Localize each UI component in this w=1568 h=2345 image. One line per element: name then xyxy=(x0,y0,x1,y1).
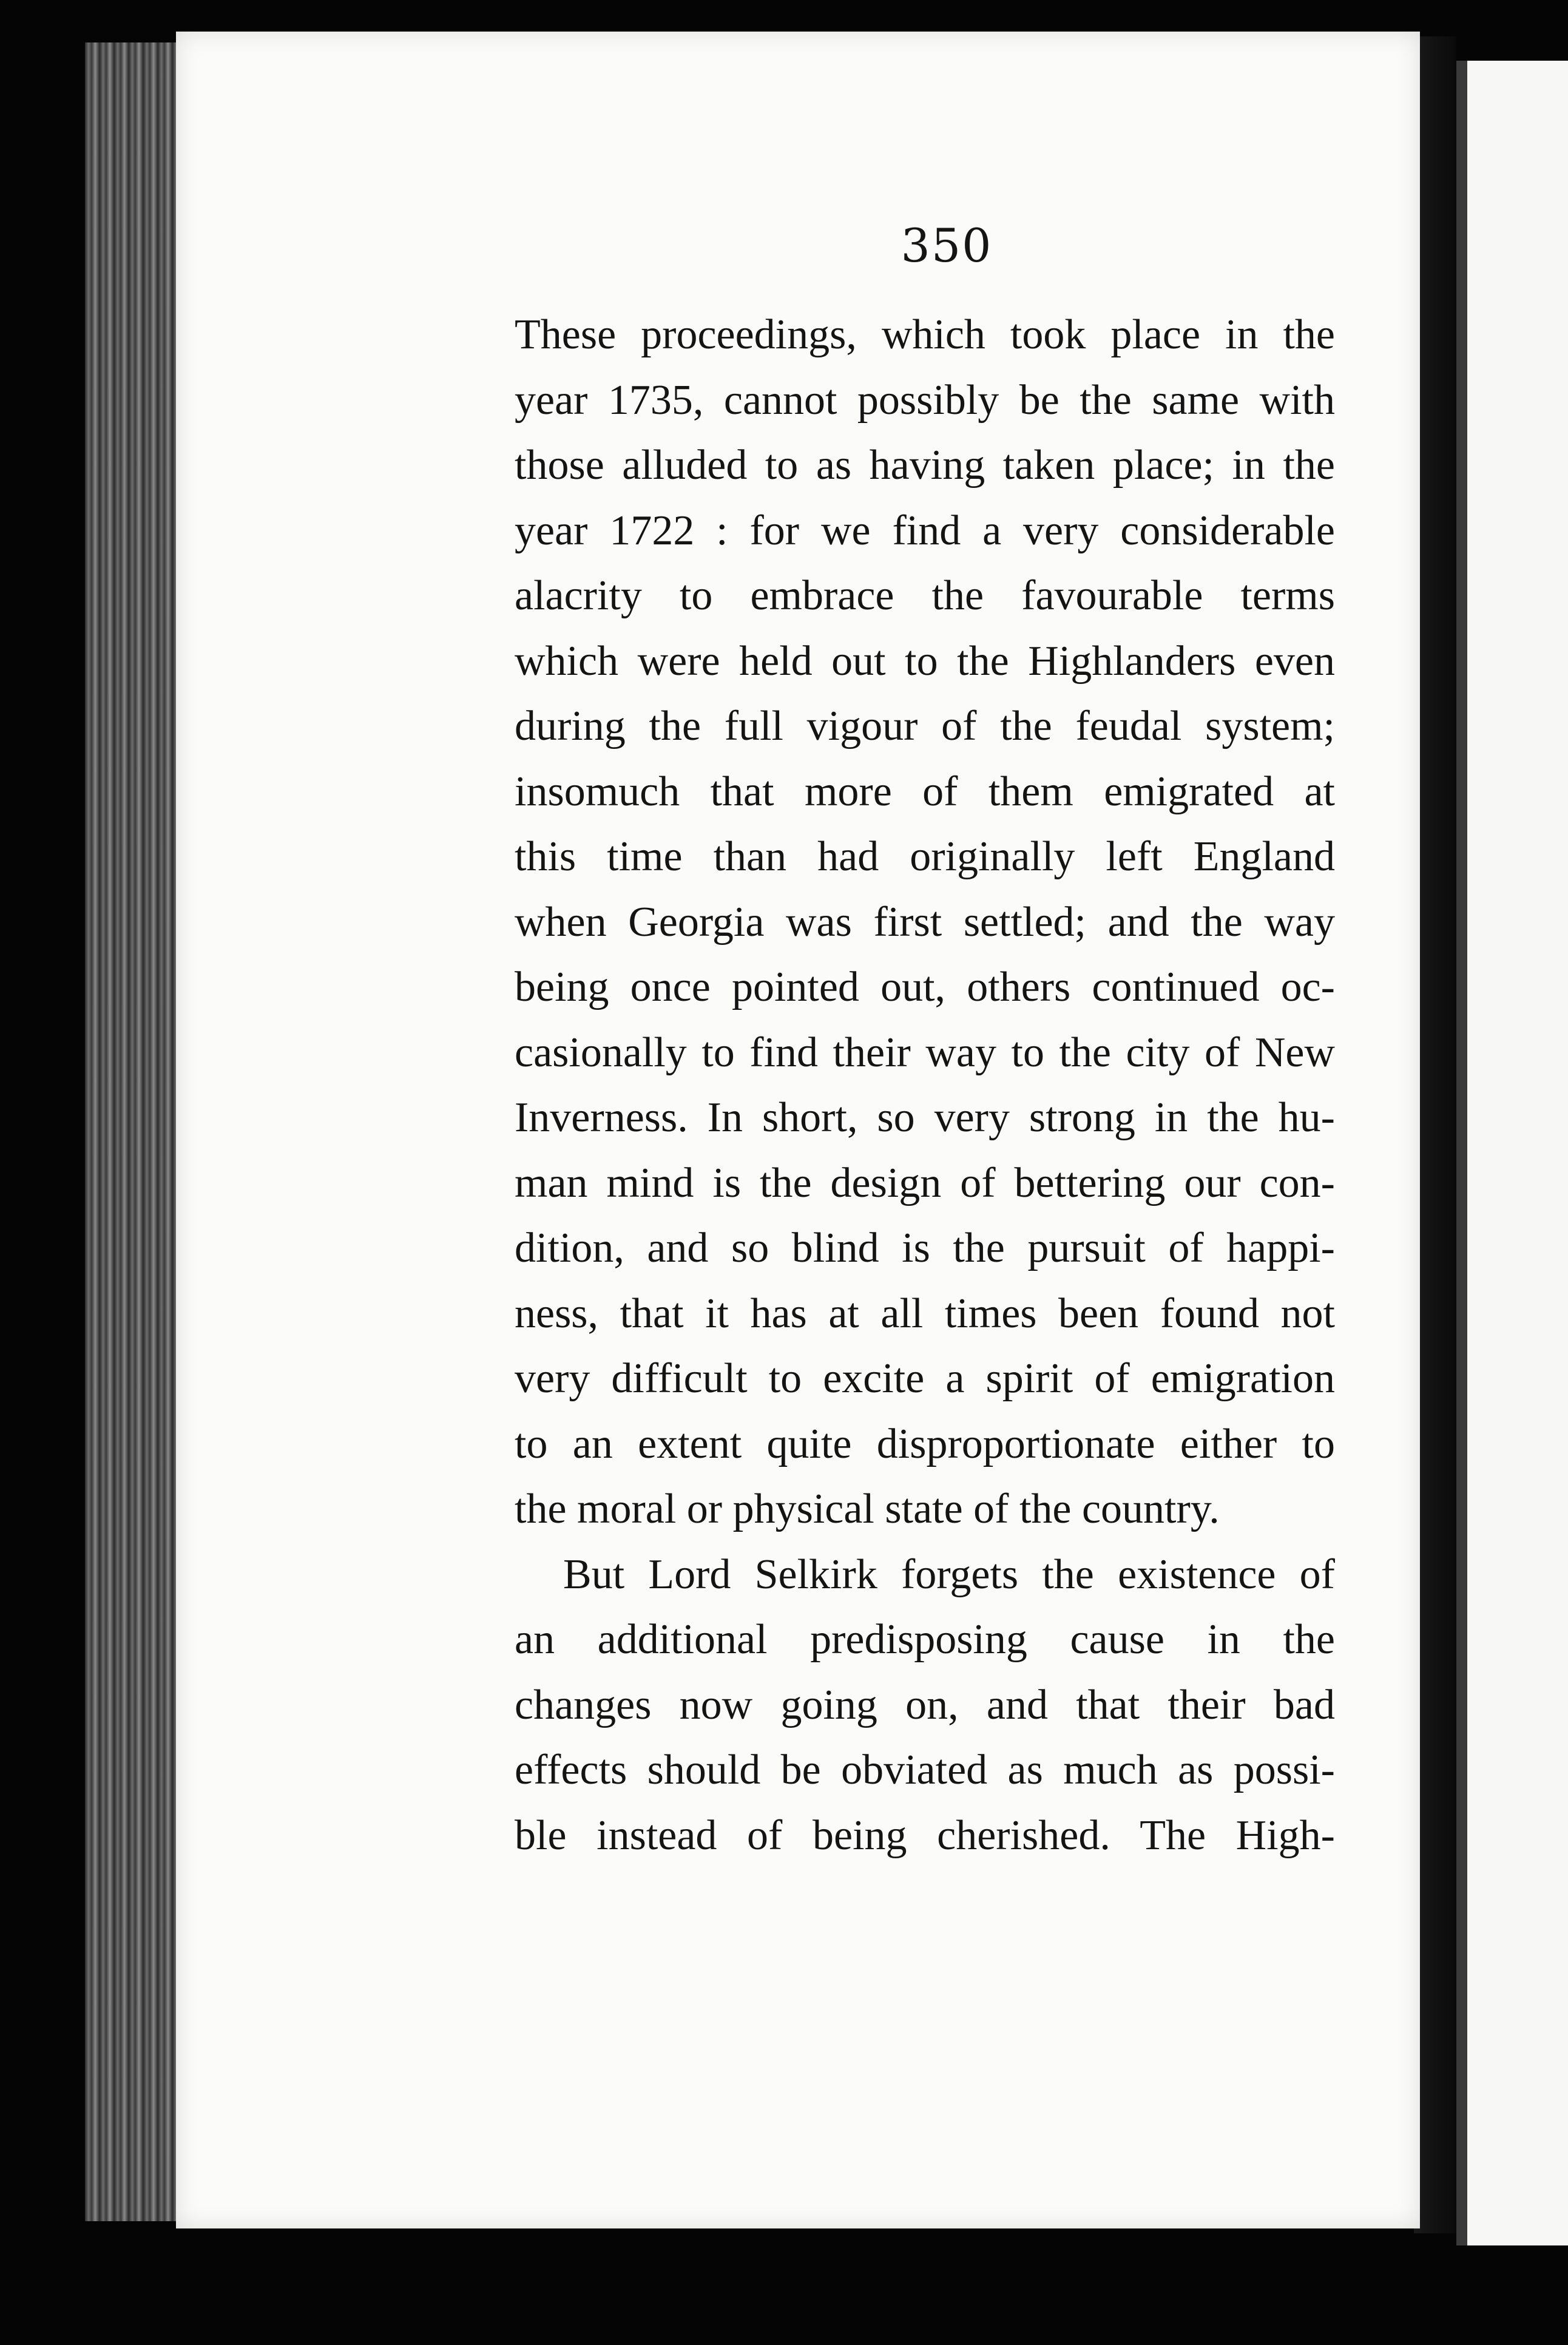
text-line: insomuch that more of them emigrated at xyxy=(515,768,1335,815)
text-line: year 1735, cannot possibly be the same with xyxy=(515,376,1335,424)
text-line: which were held out to the Highlanders even xyxy=(515,637,1335,685)
text-line: alacrity to embrace the favourable terms xyxy=(515,572,1335,619)
text-line: Inverness. In short, so very strong in the hu- xyxy=(515,1094,1335,1141)
text-line: an additional predisposing cause in the xyxy=(515,1616,1335,1663)
text-line: the moral or physical state of the country. xyxy=(515,1486,1220,1532)
text-line: being once pointed out, others continued oc- xyxy=(515,964,1335,1010)
book-page-edges xyxy=(85,42,182,2221)
text-line: to an extent quite disproportionate either to xyxy=(515,1420,1335,1467)
text-line: during the full vigour of the feudal system; xyxy=(515,703,1335,750)
text-line: changes now going on, and that their bad xyxy=(515,1681,1335,1728)
text-line: man mind is the design of bettering our con- xyxy=(515,1159,1335,1206)
text-line: ness, that it has at all times been found not xyxy=(515,1290,1335,1337)
text-line: casionally to find their way to the city of New xyxy=(515,1029,1335,1076)
text-line: this time than had originally left England xyxy=(515,833,1335,880)
paragraph-1 xyxy=(515,302,1335,1542)
text-line: year 1722 : for we find a very considerable xyxy=(515,507,1335,554)
text-line: those alluded to as having taken place; in the xyxy=(515,442,1335,489)
adjacent-page-edge xyxy=(1456,61,1568,2245)
paragraph-2 xyxy=(515,1542,1335,1869)
text-line: These proceedings, which took place in the xyxy=(515,311,1335,358)
text-line: very difficult to excite a spirit of emigration xyxy=(515,1355,1335,1402)
text-line: when Georgia was first settled; and the way xyxy=(515,898,1335,946)
body-text xyxy=(515,302,1335,1868)
text-line: dition, and so blind is the pursuit of happi- xyxy=(515,1225,1335,1271)
page-number: 350 xyxy=(901,218,993,272)
text-line: effects should be obviated as much as possi- xyxy=(515,1747,1335,1793)
text-line: ble instead of being cherished. The High- xyxy=(515,1812,1335,1859)
text-line: But Lord Selkirk forgets the existence of xyxy=(563,1551,1335,1598)
book-gutter xyxy=(1414,36,1456,2233)
